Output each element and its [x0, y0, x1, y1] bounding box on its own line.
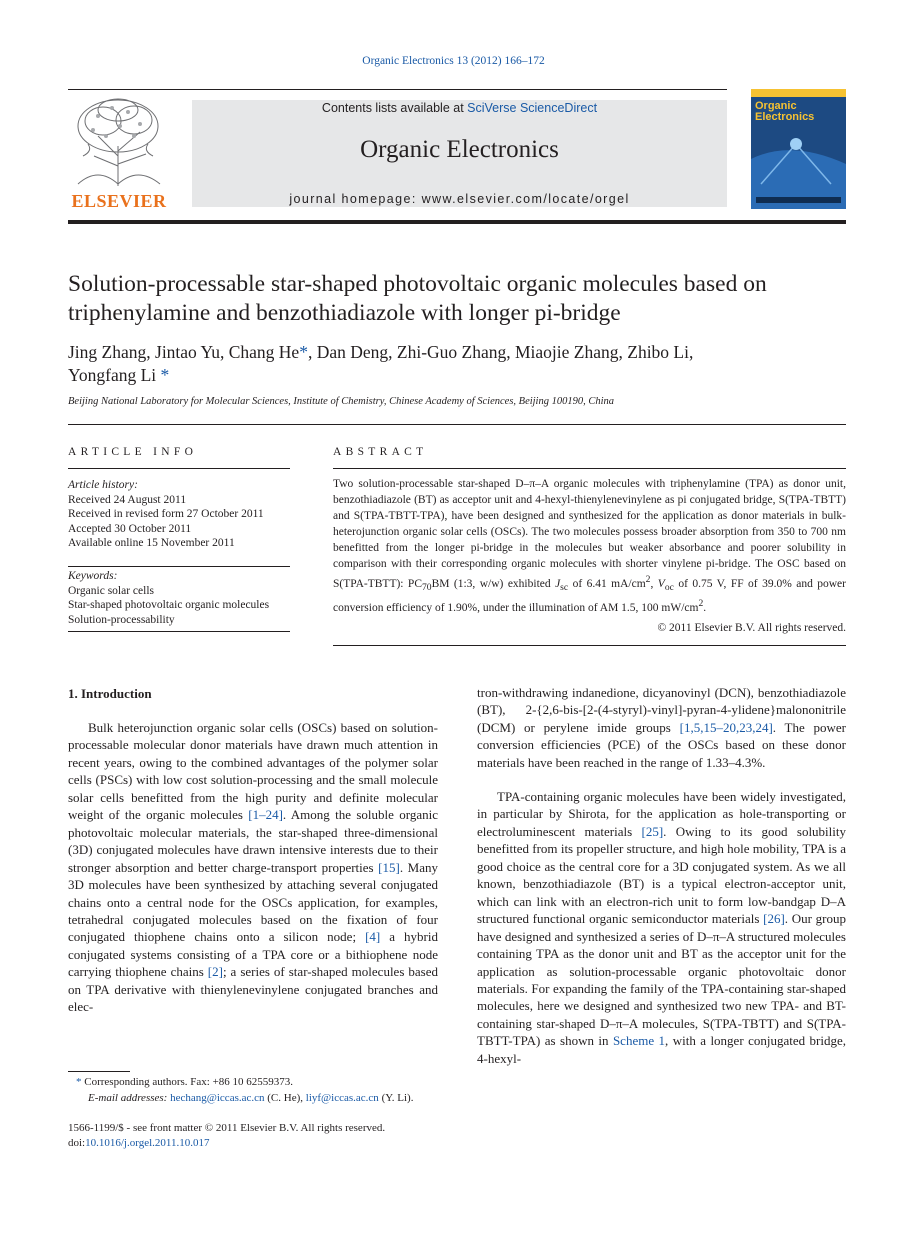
homepage-line: [192, 192, 727, 206]
elsevier-tree-icon: [68, 96, 170, 188]
article-history: [68, 478, 308, 551]
journal-cover-image[interactable]: [751, 89, 846, 209]
history-item: Accepted 30 October 2011: [68, 522, 192, 535]
authors-part2: , Dan Deng, Zhi-Guo Zhang, Miaojie Zhang, Zhibo Li,: [307, 342, 694, 362]
abstract-bottom-rule: [333, 645, 846, 646]
contents-prefix: Contents lists available at: [321, 101, 468, 115]
issn-line: 1566-1199/$ - see front matter © 2011 Elsevier B.V. All rights reserved.: [68, 1122, 386, 1134]
cover-title: [755, 101, 814, 123]
keywords-label: Keywords:: [68, 570, 118, 582]
homepage-prefix: journal homepage:: [289, 192, 422, 206]
corresponding-star[interactable]: *: [299, 342, 308, 362]
keyword-item: Solution-processability: [68, 613, 175, 626]
journal-citation[interactable]: Organic Electronics 13 (2012) 166–172: [362, 55, 545, 67]
history-label: Article history:: [68, 479, 138, 491]
abstract-rule: [333, 468, 846, 469]
author-list: [68, 341, 848, 387]
affiliation: Beijing National Laboratory for Molecular Sciences, Institute of Chemistry, Chinese Academy of Sciences, Beijing 100190, China: [68, 396, 615, 407]
keywords: [68, 569, 308, 627]
email-link[interactable]: hechang@iccas.ac.cn: [170, 1091, 265, 1104]
history-item: Received 24 August 2011: [68, 493, 187, 506]
sciencedirect-link[interactable]: SciVerse ScienceDirect: [467, 101, 598, 115]
contents-line: [192, 101, 727, 115]
citation-link[interactable]: [15]: [378, 859, 400, 875]
article-info-bottom-rule: [68, 631, 290, 632]
intro-paragraph-2: TPA-containing organic molecules have been widely investigated, in particular by Shirota, for the application as hole-transporting or electroluminescent materials [25]. Owing to its good solubility benefitted from its propeller structure, and high hole mobility, TPA is a good choice as the central core for a 3D conjugated system. As we all known, benzothiadiazole (BT) is a typical electron-acceptor unit, which can link with an electron-rich unit to form low-bandgap D–A structured functional organic semiconductor materials [26]. Our group have designed and synthesized a series of D–π–A structured molecules containing TPA as the donor unit and BT as the acceptor unit for the application as solution-processable organic photovoltaic donor materials. For expanding the family of the TPA-containing star-shaped molecules, here we designed and synthesized two new TPA- and BT-containing star-shaped D–π–A molecules, S(TPA-TBTT) and S(TPA-TBTT-TPA) as shown in Scheme 1, with a longer conjugated bridge, 4-hexyl-: [477, 789, 847, 1066]
citation-link[interactable]: [25]: [641, 823, 664, 839]
article-title: Solution-processable star-shaped photovoltaic organic molecules based on triphenylamine and benzothiadiazole with longer pi-bridge: [68, 271, 767, 326]
abstract-text: Two solution-processable star-shaped D–π–A organic molecules with triphenylamine (TPA) as donor unit, benzothiadiazole (BT) as acceptor unit and 4-hexyl-thienylenevinylene as pi conjugated bridge, S(TPA-TBTT) and S(TPA-TBTT-TPA), have been designed and synthesized for the application as donor materials in bulk-heterojunction organic solar cells (OSCs). The two molecules possess broader absorption from 350 to 700 nm benefitted from the longer pi-bridge in the molecules but weaker absorbance and poorer solubility in comparison with their corresponding organic molecules with shorter vinylene pi-bridge. The OSC based on S(TPA-TBTT): $PC_{70}BM$ (1:3, w/w) exhibited $J_{sc}$ of 6.41 $mA/cm^2$, $V_{oc}$ of 0.75 V, FF of 39.0% and power conversion efficiency of 1.90%, under the illumination of AM 1.5, 100 $mW/cm^2$.: [333, 478, 846, 615]
section-heading-introduction: 1. Introduction: [68, 686, 152, 701]
intro-paragraph-1-continued: tron-withdrawing indanedione, dicyanovinyl (DCN), benzothiadiazole (BT), 2-{2,6-bis-[2-(4-styryl)-vinyl]-pyran-4-ylidene}malononitrile (DCM) or perylene imide groups [1,5,15–20,23,24]. The power conversion efficiencies (PCE) of the OSCs based on these donor materials have been reached in the range of 1.33–4.3%.: [477, 685, 846, 770]
corresponding-footnote: * Corresponding authors. Fax: +86 10 62559373.: [76, 1076, 294, 1088]
citation-link[interactable]: [26]: [763, 911, 785, 927]
doi-line: doi:10.1016/j.orgel.2011.10.017: [68, 1137, 210, 1149]
email-footnote: E-mail addresses: hechang@iccas.ac.cn (C. He), liyf@iccas.ac.cn (Y. Li).: [88, 1091, 414, 1104]
keyword-item: Star-shaped photovoltaic organic molecules: [68, 599, 270, 611]
scheme-link[interactable]: Scheme 1: [612, 1033, 666, 1049]
keyword-item: Organic solar cells: [68, 584, 155, 597]
journal-header: [192, 100, 727, 207]
header-top-rule: [68, 89, 727, 90]
article-info-rule: [68, 468, 290, 469]
authors-part1: Jing Zhang, Jintao Yu, Chang He: [68, 342, 300, 362]
homepage-url-link[interactable]: www.elsevier.com/locate/orgel: [421, 192, 630, 206]
abstract-heading: ABSTRACT: [333, 446, 428, 458]
cover-title-line2: Electronics: [755, 111, 815, 123]
abstract-copyright: © 2011 Elsevier B.V. All rights reserved.: [657, 622, 846, 634]
issn-doi: [68, 1121, 438, 1151]
affiliation-rule: [68, 424, 846, 425]
authors-part3: Yongfang Li: [68, 365, 157, 385]
keywords-rule: [68, 566, 290, 567]
citation-link[interactable]: [4]: [365, 929, 381, 945]
article-info-heading: ARTICLE INFO: [68, 446, 198, 458]
citation-link[interactable]: [2]: [207, 964, 223, 980]
journal-name: Organic Electronics: [360, 136, 559, 163]
email-link[interactable]: liyf@iccas.ac.cn: [305, 1091, 379, 1104]
history-item: Received in revised form 27 October 2011: [68, 508, 264, 520]
footnote-star: *: [76, 1076, 82, 1088]
corresponding-star[interactable]: *: [160, 365, 170, 385]
footnotes: [68, 1075, 438, 1106]
citation-link[interactable]: [1,5,15–20,23,24]: [679, 719, 773, 735]
doi-link[interactable]: 10.1016/j.orgel.2011.10.017: [85, 1137, 210, 1149]
cover-title-line1: Organic: [755, 100, 797, 112]
footnote-rule: [68, 1071, 130, 1072]
elsevier-wordmark: ELSEVIER: [71, 191, 167, 211]
header-thick-rule: [68, 220, 846, 224]
history-item: Available online 15 November 2011: [68, 537, 235, 549]
intro-paragraph-1: Bulk heterojunction organic solar cells (OSCs) based on solution-processable molecular donor materials have drawn much attention in recent years, owing to the combined advantages of the polymer solar cells (PSCs) with low cost solution-processing and the small molecule solar cells benefitted from the high purity and definite molecular weight of the organic molecules [1–24]. Among the soluble organic photovoltaic molecular materials, the star-shaped three-dimensional (3D) conjugated molecules have drawn intensive interests due to their stronger absorption and better charge-transport properties [15]. Many 3D molecules have been synthesized by attaching several conjugated chains onto a central node for the OSCs application, for examples, tetrahedral conjugated molecules based on the fixation of four conjugated thiophene chains onto a silicon node; [4] a hybrid conjugated systems consisting of a TPA core or a bithiophene node carrying thiophene chains [2]; a series of star-shaped molecules based on TPA derivative with thienylenevinylene conjugated branches and elec-: [68, 720, 438, 1015]
elsevier-logo[interactable]: [68, 96, 170, 210]
citation-link[interactable]: [1–24]: [248, 807, 283, 823]
